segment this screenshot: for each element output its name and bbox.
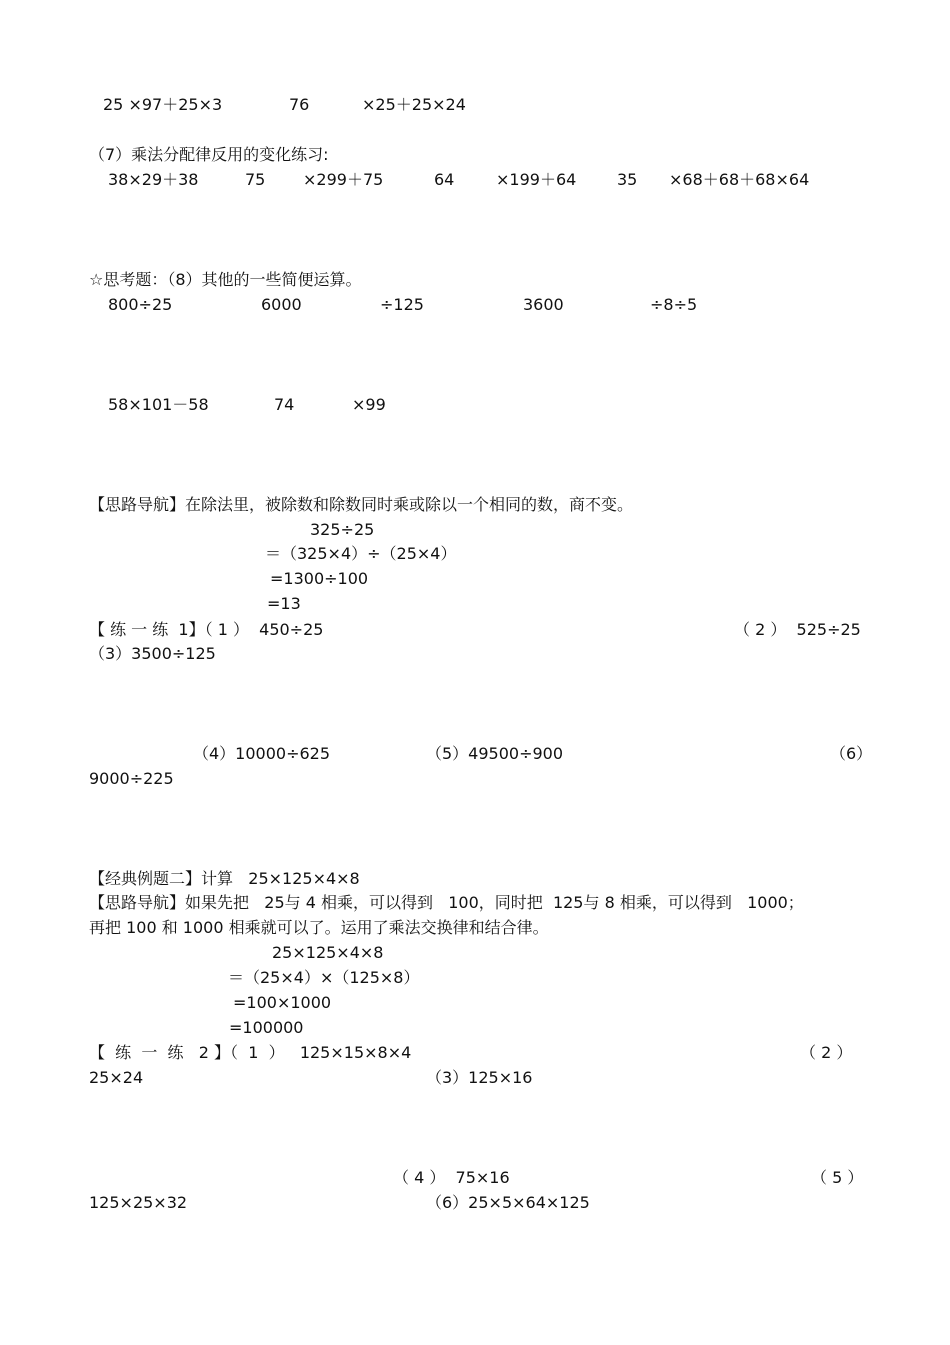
practice2-p5-expr: 125×25×32 (89, 1193, 188, 1212)
practice2-p2-expr: 25×24 (89, 1068, 144, 1087)
practice1-p3: （3）3500÷125 (89, 644, 216, 663)
practice1-p5: （5）49500÷900 (426, 744, 564, 763)
section7-title: （7）乘法分配律反用的变化练习: (89, 145, 329, 164)
hint1-step1: 325÷25 (310, 520, 375, 539)
practice1-head: 【 练 一 练 1】（ 1 ） 450÷25 (89, 620, 324, 639)
practice2-p4: （ 4 ） 75×16 (393, 1168, 510, 1187)
practice1-p4: （4）10000÷625 (193, 744, 331, 763)
expr-8f: 58×101－58 (108, 395, 209, 414)
hint1-step2: ＝（325×4）÷（25×4） (265, 544, 457, 563)
example2-title: 【经典例题二】计算 25×125×4×8 (89, 869, 360, 888)
expr-8g: 74 (274, 395, 295, 414)
expr-7a: 38×29＋38 (108, 170, 199, 189)
practice1-p6-expr: 9000÷225 (89, 769, 174, 788)
expr-7c: ×299＋75 (303, 170, 384, 189)
example2-hint-line2: 再把 100 和 1000 相乘就可以了。运用了乘法交换律和结合律。 (89, 918, 549, 937)
hint1-text: 【思路导航】在除法里，被除数和除数同时乘或除以一个相同的数，商不变。 (89, 495, 634, 514)
expr-7b: 75 (245, 170, 266, 189)
example2-hint-line1: 【思路导航】如果先把 25与 4 相乘，可以得到 100，同时把 125与 8 相乘，可以得到 1000； (89, 893, 804, 912)
expr-7g: ×68＋68＋68×64 (669, 170, 810, 189)
practice2-p6: （6）25×5×64×125 (426, 1193, 590, 1212)
expr-8h: ×99 (352, 395, 386, 414)
practice2-p3: （3）125×16 (426, 1068, 533, 1087)
example2-step2: ＝（25×4）×（125×8） (228, 968, 420, 987)
expr-7d: 64 (434, 170, 455, 189)
practice2-head: 【 练 一 练 2 】（ 1 ） 125×15×8×4 (89, 1043, 412, 1062)
section8-title: ☆思考题：（8）其他的一些简便运算。 (89, 270, 362, 289)
example2-step4: =100000 (229, 1018, 304, 1037)
expr-6b: 76 (289, 95, 310, 114)
expr-8a: 800÷25 (108, 295, 173, 314)
expr-8c: ÷125 (380, 295, 424, 314)
example2-step3: =100×1000 (233, 993, 332, 1012)
practice2-p5: （ 5 ） (811, 1168, 864, 1187)
expr-8d: 3600 (523, 295, 564, 314)
example2-step1: 25×125×4×8 (272, 943, 384, 962)
expr-7f: 35 (617, 170, 638, 189)
expr-6c: ×25＋25×24 (362, 95, 466, 114)
practice1-p6: （6） (830, 744, 873, 763)
practice2-p2: （ 2 ） (800, 1043, 853, 1062)
practice1-p2: （ 2 ） 525÷25 (734, 620, 861, 639)
expr-7e: ×199＋64 (496, 170, 577, 189)
expr-8b: 6000 (261, 295, 302, 314)
expr-8e: ÷8÷5 (650, 295, 698, 314)
hint1-step4: =13 (267, 594, 301, 613)
expr-6a: 25 ×97＋25×3 (103, 95, 223, 114)
hint1-step3: =1300÷100 (270, 569, 369, 588)
